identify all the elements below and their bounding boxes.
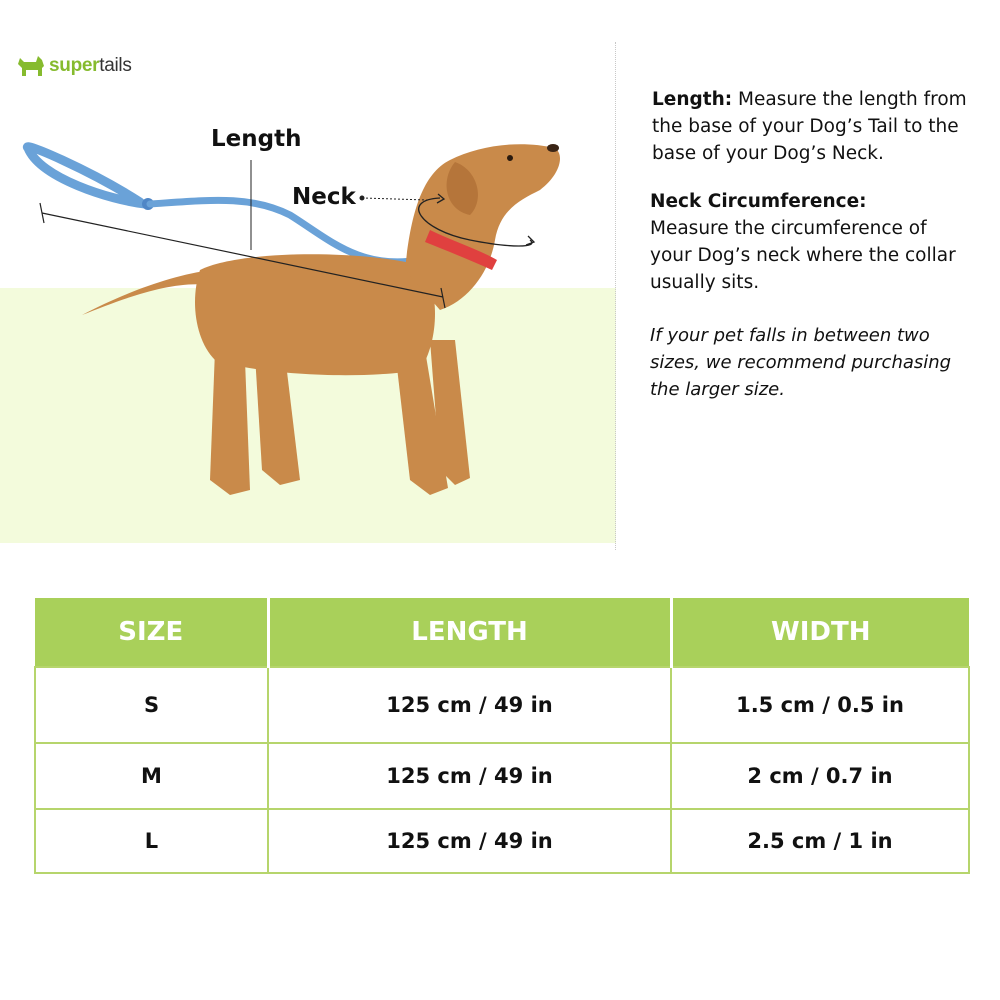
length-instruction: Length: Measure the length from the base of your Dog’s Tail to the base of your Dog’s Neck. [652, 89, 967, 164]
table-row [35, 809, 969, 873]
leash-strap [150, 200, 420, 262]
header-length: LENGTH [268, 598, 671, 667]
size-cell: L [35, 809, 268, 873]
brand-logo[interactable] [16, 52, 132, 80]
header-size: SIZE [35, 598, 268, 667]
size-recommendation-note: If your pet falls in between two sizes, we recommend purchasing the larger size. [650, 325, 952, 400]
width-cell: 2 cm / 0.7 in [671, 743, 969, 809]
table-row [35, 743, 969, 809]
dog-logo-icon [16, 52, 46, 80]
neck-instruction: Neck Circumference: Measure the circumference of your Dog’s neck where the collar usually sits. [650, 191, 956, 293]
measuring-instructions [650, 86, 970, 403]
neck-pointer [362, 198, 428, 200]
size-cell: M [35, 743, 268, 809]
header-width: WIDTH [671, 598, 969, 667]
size-chart-table [34, 598, 970, 874]
dog-eye [507, 155, 513, 161]
length-cell: 125 cm / 49 in [268, 743, 671, 809]
neck-label: Neck [292, 184, 356, 210]
length-label: Length [211, 126, 302, 152]
brand-name: supertails [49, 55, 132, 76]
length-cell: 125 cm / 49 in [268, 809, 671, 873]
width-cell: 1.5 cm / 0.5 in [671, 667, 969, 743]
dog-nose [547, 144, 559, 152]
dog-measurement-illustration [0, 100, 616, 540]
width-cell: 2.5 cm / 1 in [671, 809, 969, 873]
table-header-row [35, 598, 969, 667]
length-cell: 125 cm / 49 in [268, 667, 671, 743]
table-row [35, 667, 969, 743]
leash-handle [27, 147, 145, 204]
size-cell: S [35, 667, 268, 743]
